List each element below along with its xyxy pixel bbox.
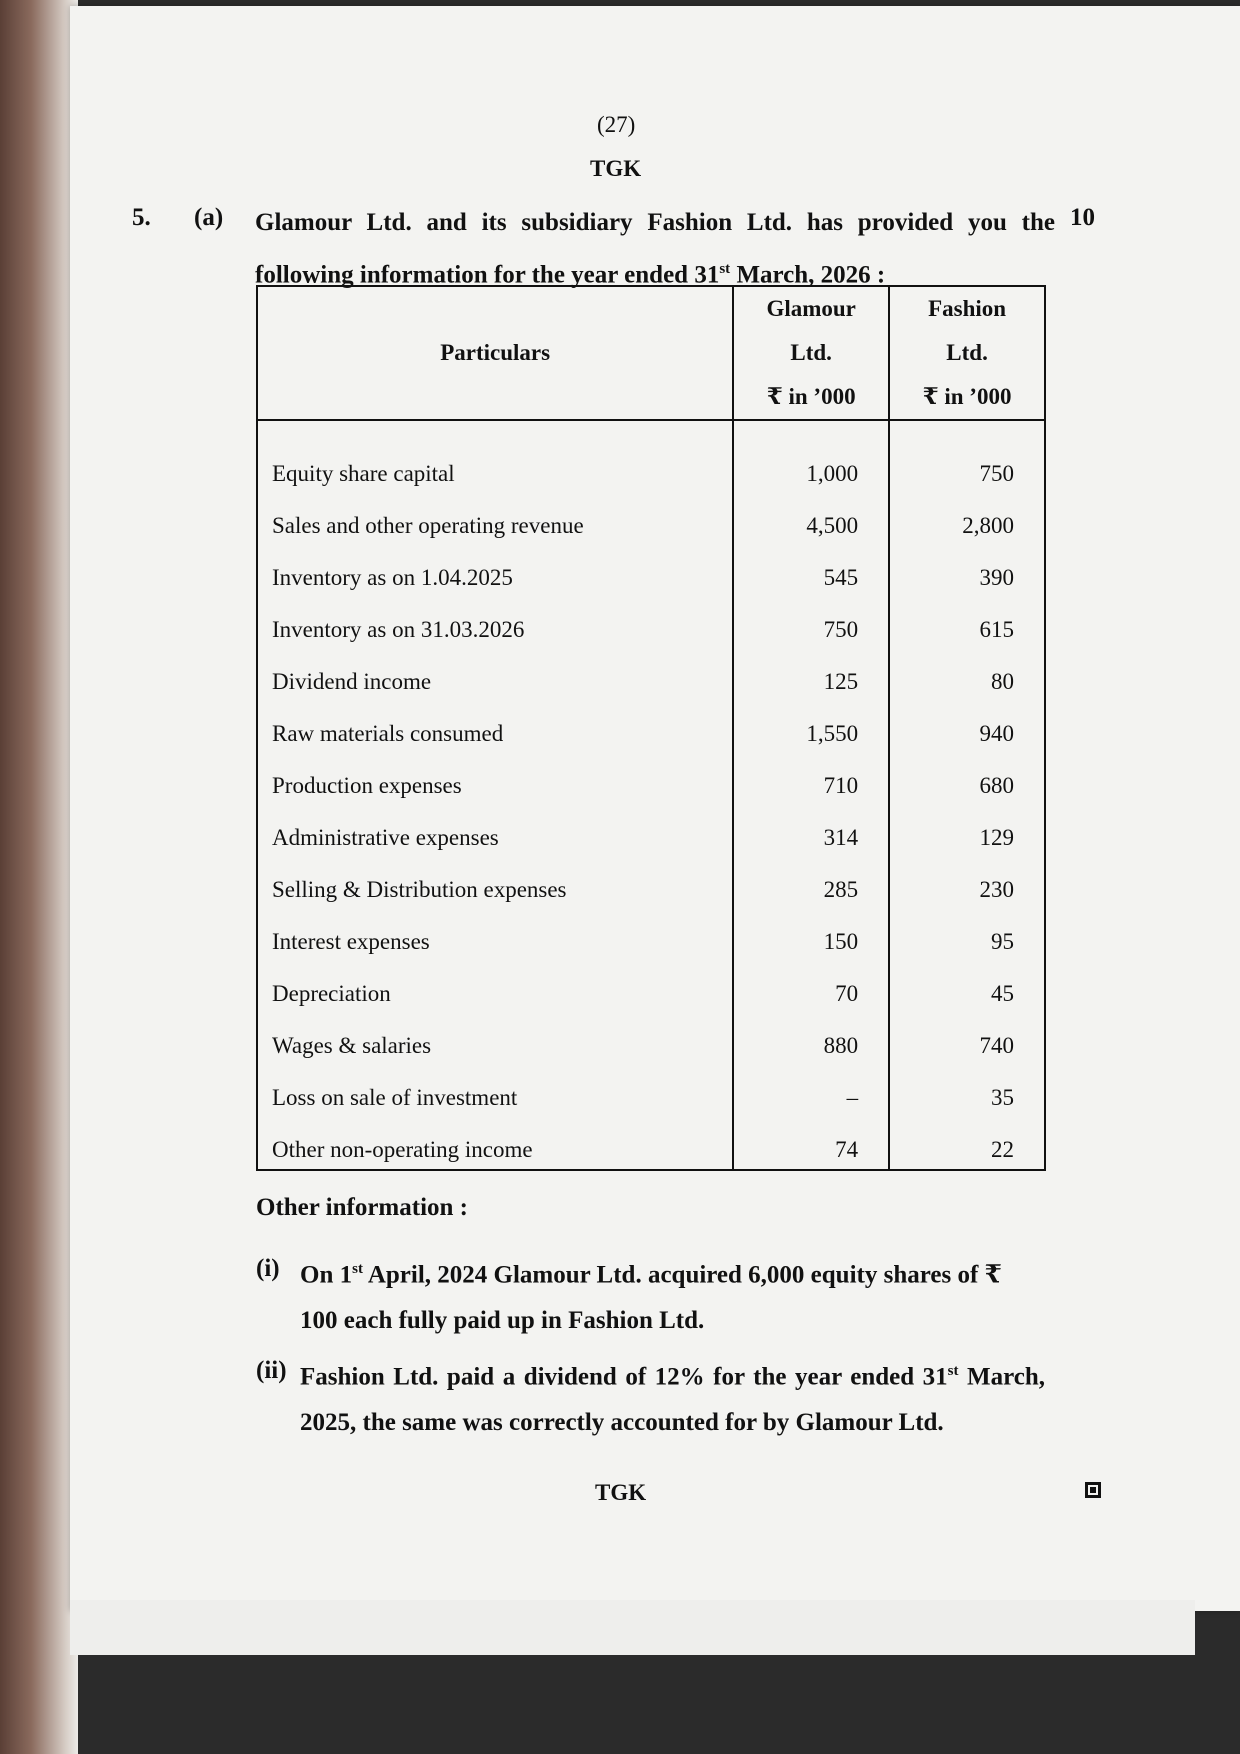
row-particular: Administrative expenses (257, 799, 733, 851)
note-1-text-b: April, 2024 Glamour Ltd. acquired 6,000 equity shares of ₹ 100 each fully paid up in Fashion Ltd. (300, 1261, 1002, 1335)
row-fashion-value: 680 (889, 747, 1045, 799)
row-fashion-value: 940 (889, 695, 1045, 747)
header-fashion-line2: Ltd. (946, 340, 988, 365)
question-marks: 10 (1070, 204, 1095, 231)
row-fashion-value: 615 (889, 591, 1045, 643)
question-part: (a) (194, 204, 224, 231)
note-2-marker: (ii) (256, 1357, 287, 1384)
row-fashion-value: 35 (889, 1059, 1045, 1111)
row-fashion-value: 22 (889, 1111, 1045, 1170)
note-2-text-b: March, 2025, the same was correctly accounted for by Glamour Ltd. (300, 1363, 1046, 1437)
row-glamour-value: 314 (733, 799, 889, 851)
row-particular: Inventory as on 31.03.2026 (257, 591, 733, 643)
table-row (257, 955, 1045, 1007)
table-row (257, 747, 1045, 799)
row-particular: Dividend income (257, 643, 733, 695)
square-icon (1085, 1482, 1101, 1498)
other-information-heading: Other information : (256, 1194, 469, 1221)
row-particular: Inventory as on 1.04.2025 (257, 539, 733, 591)
row-fashion-value: 129 (889, 799, 1045, 851)
paper-code-header: TGK (590, 156, 642, 181)
row-fashion-value: 390 (889, 539, 1045, 591)
row-particular: Sales and other operating revenue (257, 487, 733, 539)
page-number: (27) (597, 112, 636, 137)
row-particular: Other non-operating income (257, 1111, 733, 1170)
row-particular: Production expenses (257, 747, 733, 799)
table-row (257, 591, 1045, 643)
table-row (257, 903, 1045, 955)
note-1-marker: (i) (256, 1255, 280, 1282)
table-row (257, 643, 1045, 695)
table-row (257, 695, 1045, 747)
table-row (257, 1059, 1045, 1111)
row-fashion-value: 750 (889, 420, 1045, 487)
row-glamour-value: 545 (733, 539, 889, 591)
header-particulars: Particulars (257, 286, 733, 420)
row-glamour-value: 1,550 (733, 695, 889, 747)
row-glamour-value: 750 (733, 591, 889, 643)
header-glamour (733, 286, 889, 420)
table-header-row (257, 286, 1045, 420)
question-text-sup: st (719, 261, 731, 277)
row-glamour-value: 4,500 (733, 487, 889, 539)
question-text (255, 200, 1055, 298)
row-glamour-value: 880 (733, 1007, 889, 1059)
table-row (257, 487, 1045, 539)
row-particular: Raw materials consumed (257, 695, 733, 747)
financial-data-table (256, 285, 1046, 1171)
table-row (257, 539, 1045, 591)
row-fashion-value: 2,800 (889, 487, 1045, 539)
note-2-text (300, 1348, 1045, 1446)
row-fashion-value: 45 (889, 955, 1045, 1007)
row-particular: Loss on sale of investment (257, 1059, 733, 1111)
table-row (257, 1111, 1045, 1170)
row-glamour-value: 1,000 (733, 420, 889, 487)
background-edge (0, 0, 78, 1754)
row-particular: Selling & Distribution expenses (257, 851, 733, 903)
row-fashion-value: 740 (889, 1007, 1045, 1059)
row-fashion-value: 95 (889, 903, 1045, 955)
table-body (257, 420, 1045, 1170)
table-row (257, 1007, 1045, 1059)
table-row (257, 799, 1045, 851)
page-bottom-edge (70, 1600, 1195, 1655)
row-glamour-value: 150 (733, 903, 889, 955)
row-fashion-value: 80 (889, 643, 1045, 695)
question-text-part1: Glamour Ltd. and its subsidiary Fashion Ltd. has provided you the following information for the year ended 31 (255, 209, 1055, 289)
row-particular: Wages & salaries (257, 1007, 733, 1059)
header-glamour-unit: ₹ in ’000 (766, 384, 856, 409)
row-glamour-value: 125 (733, 643, 889, 695)
row-particular: Depreciation (257, 955, 733, 1007)
note-1-text (300, 1246, 1045, 1344)
table-row (257, 851, 1045, 903)
note-1-sup: st (352, 1261, 363, 1277)
row-particular: Interest expenses (257, 903, 733, 955)
note-1-text-a: On 1 (300, 1261, 353, 1289)
row-glamour-value: – (733, 1059, 889, 1111)
header-fashion (889, 286, 1045, 420)
note-2-sup: st (947, 1363, 959, 1379)
row-glamour-value: 74 (733, 1111, 889, 1170)
row-particular: Equity share capital (257, 420, 733, 487)
paper-code-footer: TGK (595, 1480, 647, 1505)
row-glamour-value: 710 (733, 747, 889, 799)
question-text-part2: March, 2026 : (730, 261, 886, 289)
header-fashion-unit: ₹ in ’000 (922, 384, 1012, 409)
row-glamour-value: 285 (733, 851, 889, 903)
row-fashion-value: 230 (889, 851, 1045, 903)
question-number: 5. (132, 204, 151, 231)
header-glamour-line2: Ltd. (790, 340, 832, 365)
header-glamour-line1: Glamour (766, 296, 856, 321)
header-fashion-line1: Fashion (928, 296, 1007, 321)
row-glamour-value: 70 (733, 955, 889, 1007)
note-2-text-a: Fashion Ltd. paid a dividend of 12% for the year ended 31 (300, 1363, 948, 1391)
table-row (257, 420, 1045, 487)
